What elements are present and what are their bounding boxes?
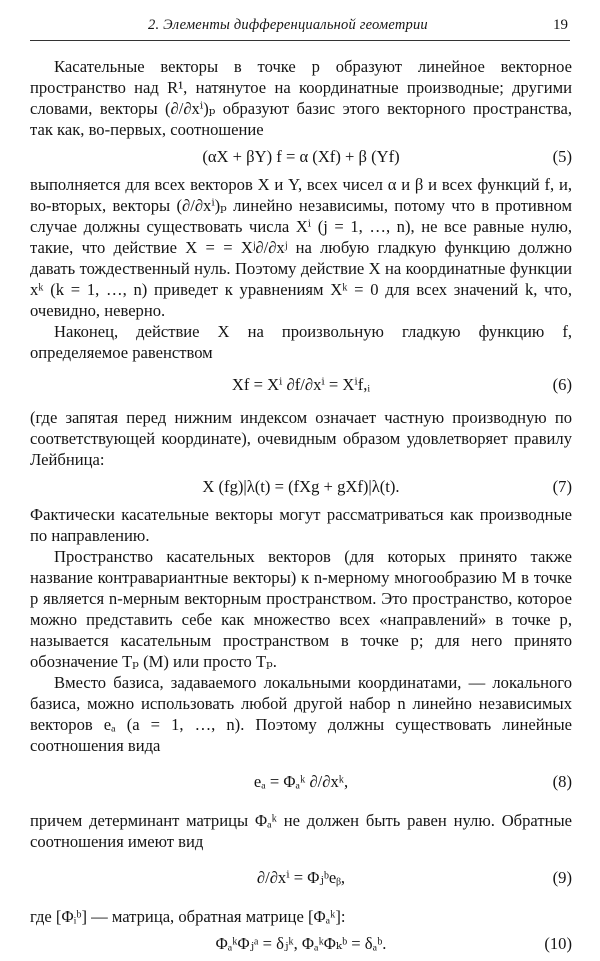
paragraph: Фактически касательные векторы могут рассматриваться как производные по направлению. [30,505,572,545]
equation-number: (5) [552,147,572,166]
paragraph: Пространство касательных векторов (для которых принято также название контравариантные векторы) к n-мерному многообразию M в точке p является n-мерным векторным пространством. Это пространство, которое можно представить себе как множество всех «направлений» в точке p, называется касательным пространством в точке p; для него принято обозначение Tₚ (M) или просто Tₚ. [30,547,572,671]
page-number: 19 [553,17,568,33]
equation-7 [30,472,572,502]
equation-number: (8) [552,772,572,791]
page-header [30,14,570,41]
paragraph: причем детерминант матрицы Φₐᵏ не должен быть равен нулю. Обратные соотношения имеют вид [30,811,572,851]
paragraph: Вместо базиса, задаваемого локальными координатами, — локального базиса, можно использовать любой другой набор n линейно независимых векторов eₐ (a = 1, …, n). Поэтому должны существовать линейные соотношения вида [30,673,572,755]
equation-expression: (αX + βY) f = α (Xf) + β (Yf) [202,147,400,166]
paragraph: Наконец, действие X на произвольную гладкую функцию f, определяемое равенством [30,322,572,362]
body-text [30,56,572,961]
equation-10 [30,929,572,959]
paragraph: где [Φᵢᵇ] — матрица, обратная матрице [Φₐᵏ]: [30,907,346,926]
equation-5 [30,142,572,172]
equation-number: (7) [552,477,572,496]
paragraph: (где запятая перед нижним индексом означает частную производную по соответствующей координате), очевидным образом удовлетворяет правилу Лейбница: [30,408,572,469]
equation-number: (6) [552,375,572,394]
equation-6 [30,365,572,405]
equation-expression: Xf = Xⁱ ∂f/∂xⁱ = Xⁱf,ᵢ [231,375,371,394]
equation-number: (10) [544,934,572,953]
equation-number: (9) [552,868,572,887]
equation-expression: ∂/∂xⁱ = Φⱼᵇeᵦ, [256,868,346,887]
equation-expression: eₐ = Φₐᵏ ∂/∂xᵏ, [253,772,349,791]
equation-expression: X (fg)|λ(t) = (fXg + gXf)|λ(t). [202,477,400,496]
paragraph: выполняется для всех векторов X и Y, всех чисел α и β и всех функций f, и, во-вторых, векторы (∂/∂xⁱ)ₚ линейно независимы, потому что в противном случае должны существовать числа Xⁱ (j = 1, …, n), не все равные нулю, такие, что действие X = = Xʲ∂/∂xʲ на любую гладкую функцию должно давать тождественный нуль. Поэтому действие X на координатные функции xᵏ (k = 1, …, n) приведет к уравнениям Xᵏ = 0 для всех значений k, что, очевидно, неверно. [30,175,572,320]
equation-8 [30,758,572,808]
paragraph: Касательные векторы в точке p образуют линейное векторное пространство над R¹, натянутое на координатные производные; другими словами, векторы (∂/∂xⁱ)ₚ образуют базис этого векторного пространства, так как, во-первых, соотношение [30,57,572,139]
equation-9 [30,854,572,904]
running-title: 2. Элементы дифференциальной геометрии [148,17,428,33]
equation-expression: ΦₐᵏΦⱼᵃ = δⱼᵏ, ΦₐᵏΦₖᵇ = δₐᵇ. [215,934,387,953]
